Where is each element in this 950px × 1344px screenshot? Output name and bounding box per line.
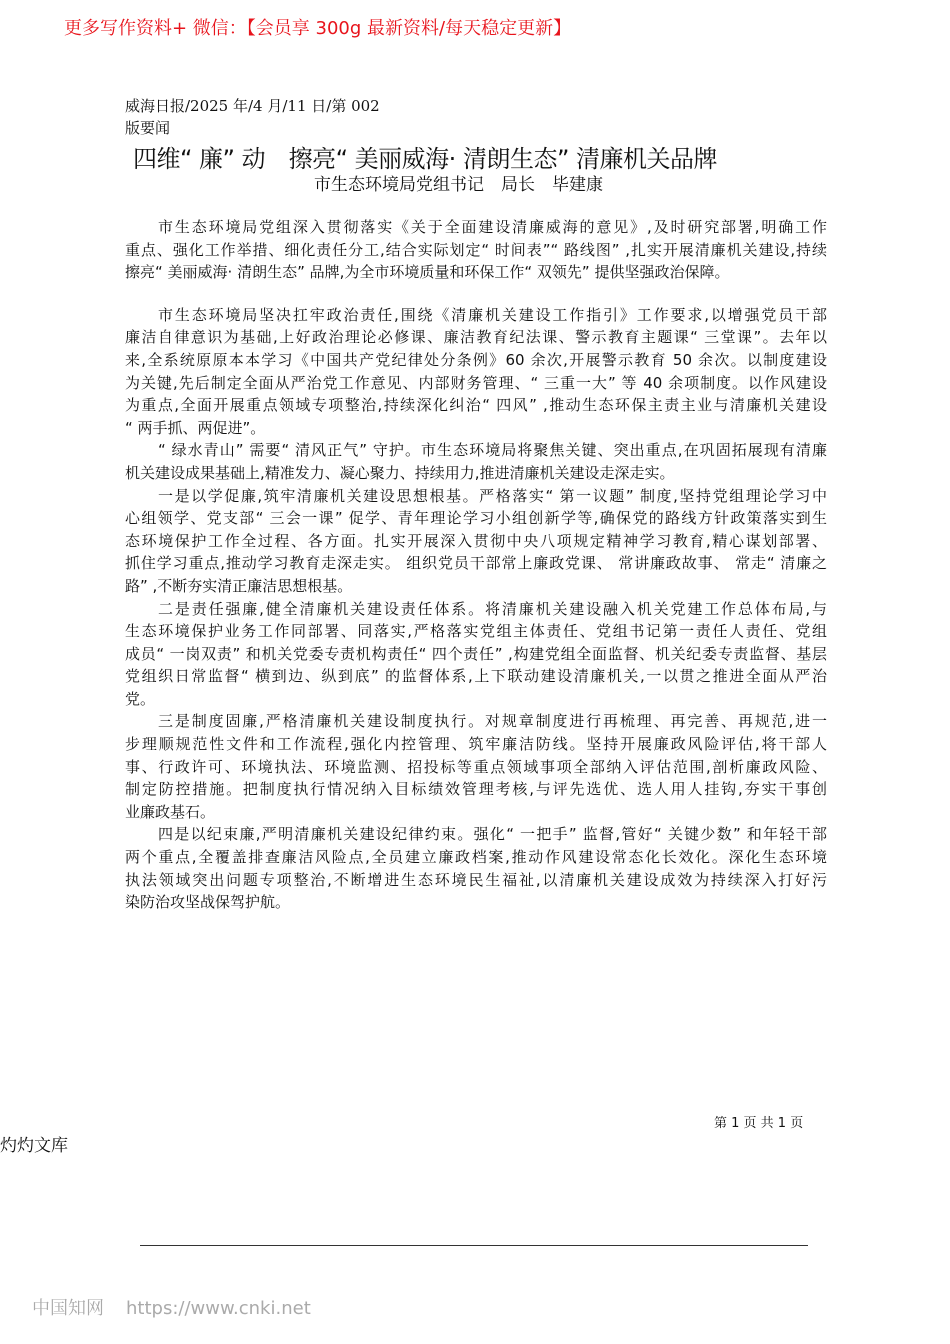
- paragraph-line: 两个重点,全覆盖排查廉洁风险点,全员建立廉政档案,推动作风建设常态化长效化。深化生态环境: [125, 848, 827, 867]
- watermark-text: 灼灼文库: [0, 1136, 68, 1156]
- paragraph-line: 步理顺规范性文件和工作流程,强化内控管理、筑牢廉洁防线。坚持开展廉政风险评估,将干部人: [125, 735, 827, 754]
- paragraph-line: 党。: [125, 689, 156, 708]
- paragraph-line: 成员“ 一岗双责” 和机关党委专责机构责任“ 四个责任” ,构建党组全面监督、机关纪委专责监督、基层: [125, 644, 827, 663]
- paragraph-line: “ 绿水青山” 需要“ 清风正气” 守护。市生态环境局将聚焦关键、突出重点,在巩固拓展现有清廉: [158, 441, 827, 460]
- paragraph: [125, 304, 827, 440]
- paragraph-line: 廉洁自律意识为基础,上好政治理论必修课、廉洁教育纪法课、警示教育主题课“ 三堂课”。去年以: [125, 328, 827, 347]
- paragraph: [125, 485, 827, 598]
- footer-divider: [140, 1245, 808, 1246]
- paragraph-line: 执法领域突出问题专项整治,不断增进生态环境民生福祉,以清廉机关建设成效为持续深入打好污: [125, 870, 827, 889]
- paragraph: [125, 439, 827, 484]
- paragraph-line: 为关键,先后制定全面从严治党工作意见、内部财务管理、“ 三重一大” 等 40 余项制度。以作风建设: [125, 373, 827, 392]
- footer-site-name: 中国知网: [32, 1298, 104, 1319]
- paragraph-line: 四是以纪束廉,严明清廉机关建设纪律约束。强化“ 一把手” 监督,管好“ 关键少数” 和年轻干部: [158, 825, 827, 844]
- footer-url[interactable]: https://www.cnki.net: [126, 1298, 311, 1319]
- paragraph-line: 染防治攻坚战保驾护航。: [125, 893, 291, 912]
- paragraph-line: 重点、强化工作举措、细化责任分工,结合实际划定“ 时间表”“ 路线图” ,扎实开展清廉机关建设,持续: [125, 240, 827, 259]
- paragraph-line: 为重点,全面开展重点领域专项整治,持续深化纠治“ 四风” ,推动生态环保主责主业与清廉机关建设: [125, 396, 827, 415]
- article-body: [125, 216, 827, 914]
- paragraph-line: 态环境保护工作全过程、各方面。扎实开展深入贯彻中央八项规定精神学习教育,精心谋划部署、: [125, 531, 827, 550]
- article-byline: 市生态环境局党组书记 局长 毕建康: [314, 175, 603, 195]
- paragraph-line: 路” ,不断夯实清正廉洁思想根基。: [125, 576, 353, 595]
- paragraph-line: 市生态环境局坚决扛牢政治责任,围绕《清廉机关建设工作指引》工作要求,以增强党员干部: [158, 305, 827, 324]
- paragraph-line: 三是制度固廉,严格清廉机关建设制度执行。对规章制度进行再梳理、再完善、再规范,进一: [158, 712, 827, 731]
- page-number: 第 1 页 共 1 页: [714, 1116, 804, 1131]
- paragraph-line: 生态环境保护业务工作同部署、同落实,严格落实党组主体责任、党组书记第一责任人责任、党组: [125, 622, 827, 641]
- paragraph-line: 心组领学、党支部“ 三会一课” 促学、青年理论学习小组创新学等,确保党的路线方针政策落实到生: [125, 509, 827, 528]
- paragraph-line: 党组织日常监督“ 横到边、纵到底” 的监督体系,上下联动建设清廉机关,一以贯之推进全面从严治: [125, 667, 827, 686]
- paragraph-line: 抓住学习重点,推动学习教育走深走实。 组织党员干部常上廉政党课、 常讲廉政故事、 常走“ 清廉之: [125, 554, 827, 573]
- source-line: 威海日报/2025 年/4 月/11 日/第 002: [125, 97, 380, 115]
- paragraph: [125, 598, 827, 711]
- paragraph-line: 机关建设成果基础上,精准发力、凝心聚力、持续用力,推进清廉机关建设走深走实。: [125, 463, 675, 482]
- paragraph-line: 一是以学促廉,筑牢清廉机关建设思想根基。严格落实“ 第一议题” 制度,坚持党组理论学习中: [158, 486, 827, 505]
- paragraph-line: 事、行政许可、环境执法、环境监测、招投标等重点领域事项全部纳入评估范围,剖析廉政风险、: [125, 757, 827, 776]
- paragraph-line: 制定防控措施。把制度执行情况纳入目标绩效管理考核,与评先选优、选人用人挂钩,夯实干事创: [125, 780, 827, 799]
- source-section: 版要闻: [125, 119, 171, 137]
- footer: [32, 1294, 333, 1320]
- promo-banner: 更多写作资料+ 微信：【会员享 300g 最新资料/每天稳定更新】: [64, 18, 572, 39]
- paragraph: [125, 823, 827, 913]
- paragraph-line: 业廉政基石。: [125, 802, 216, 821]
- paragraph-line: 擦亮“ 美丽威海· 清朗生态” 品牌,为全市环境质量和环保工作“ 双领先” 提供坚强政治保障。: [125, 263, 730, 282]
- paragraph: [125, 710, 827, 823]
- paragraph-line: 二是责任强廉,健全清廉机关建设责任体系。将清廉机关建设融入机关党建工作总体布局,与: [158, 599, 827, 618]
- article-title: 四维“ 廉” 动 擦亮“ 美丽威海· 清朗生态” 清廉机关品牌: [133, 145, 718, 173]
- paragraph-line: “ 两手抓、两促进”。: [125, 418, 266, 437]
- paragraph: [125, 216, 827, 284]
- paragraph-line: 来,全系统原原本本学习《中国共产党纪律处分条例》60 余次,开展警示教育 50 余次。以制度建设: [125, 350, 827, 369]
- paragraph-line: 市生态环境局党组深入贯彻落实《关于全面建设清廉威海的意见》,及时研究部署,明确工作: [158, 218, 827, 236]
- paragraph-gap: [125, 284, 827, 304]
